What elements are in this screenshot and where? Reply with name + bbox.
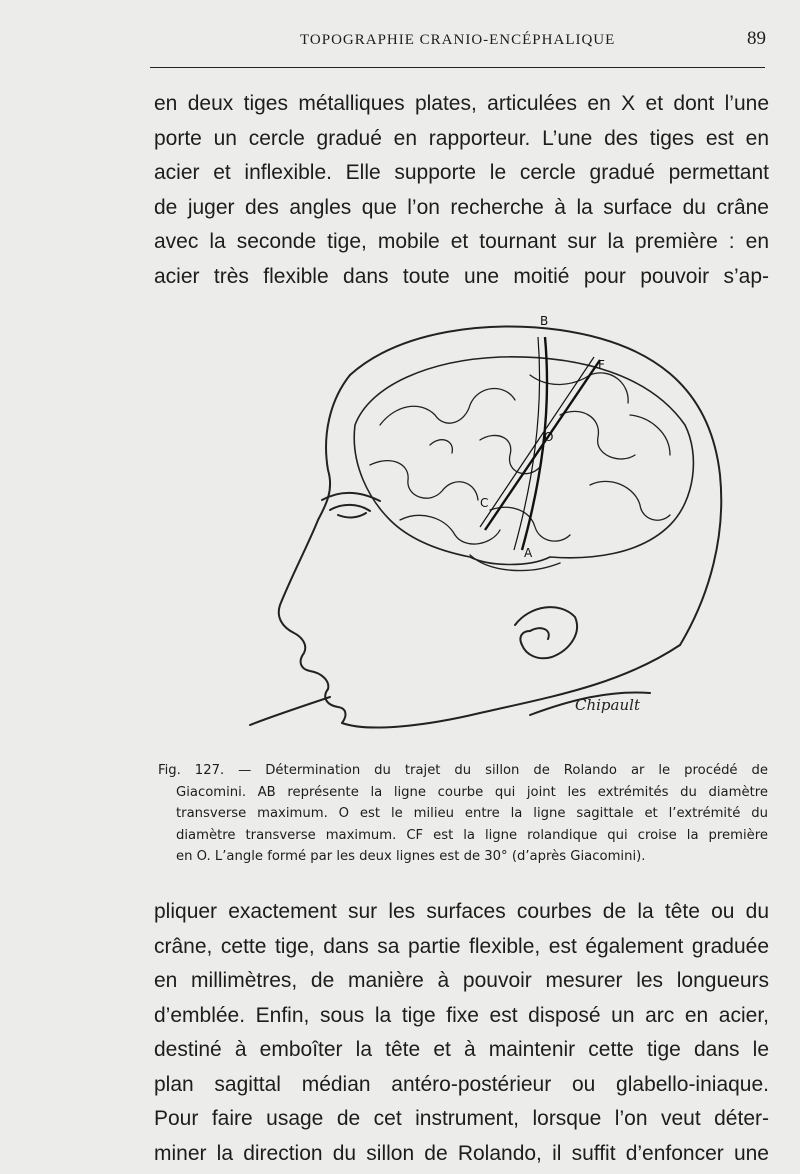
measure-lines [480, 337, 600, 550]
running-head: TOPOGRAPHIE CRANIO-ENCÉPHALIQUE [300, 32, 616, 48]
label-a: A [524, 546, 533, 560]
ear [515, 607, 577, 658]
brain-gyri [370, 373, 670, 544]
line-cf-inner [480, 357, 594, 527]
text-line: destiné à emboîter la tête et à maintenir cette tige dans le [154, 1038, 769, 1061]
label-b: B [540, 314, 549, 328]
caption-line: transverse maximum. O est le milieu entre la ligne sagittale et l’extrémité du [176, 806, 768, 821]
text-line: crâne, cette tige, dans sa partie flexible, est également graduée [154, 934, 769, 958]
text-line: en millimètres, de manière à pouvoir mesurer les longueurs [154, 969, 769, 992]
text-line: Pour faire usage de cet instrument, lorsque l’on veut déter- [154, 1107, 769, 1130]
caption-line: Giacomini. AB représente la ligne courbe qui joint les extrémités du diamètre [176, 784, 768, 800]
eye [330, 505, 370, 518]
skull-outline [350, 326, 721, 645]
text-line: d’emblée. Enfin, sous la tige fixe est disposé un arc en acier, [154, 1003, 769, 1027]
caption-line: diamètre transverse maximum. CF est la ligne rolandique qui croise la première [176, 827, 768, 843]
text-line: en deux tiges métalliques plates, articulées en X et dont l’une [154, 92, 769, 115]
text-line: porte un cercle gradué en rapporteur. L’une des tiges est en [154, 126, 769, 150]
bottom-paragraph [154, 895, 769, 1171]
page-number: 89 [747, 28, 766, 49]
label-o: O [544, 430, 554, 444]
temporal-lobe [470, 555, 560, 571]
text-line: miner la direction du sillon de Rolando, il suffit d’enfoncer une [154, 1141, 769, 1165]
line-cf [485, 360, 600, 530]
header-rule [150, 67, 765, 68]
figure-caption [158, 760, 768, 868]
text-line: de juger des angles que l’on recherche à la surface du crâne [154, 195, 769, 219]
top-paragraph [154, 87, 769, 294]
head-profile-illustration [230, 305, 770, 745]
artist-signature: Chipault [575, 696, 640, 714]
face-profile [279, 375, 350, 689]
text-line: acier et inflexible. Elle supporte le cercle gradué permettant [154, 161, 769, 184]
label-f: F [598, 358, 605, 372]
text-line: avec la seconde tige, mobile et tournant sur la première : en [154, 230, 769, 253]
text-line: plan sagittal médian antéro-postérieur ou glabello-iniaque. [154, 1072, 769, 1096]
lips [325, 689, 345, 723]
text-line: acier très flexible dans toute une moitié pour pouvoir s’ap- [154, 264, 769, 288]
brain-figure [230, 305, 770, 745]
caption-line: Fig. 127. — Détermination du trajet du sillon de Rolando ar le procédé de [158, 763, 768, 778]
label-c: C [480, 496, 489, 510]
page-header [0, 28, 800, 56]
text-line: pliquer exactement sur les surfaces courbes de la tête ou du [154, 900, 769, 923]
caption-line: en O. L’angle formé par les deux lignes est de 30° (d’après Giacomini). [176, 849, 646, 864]
